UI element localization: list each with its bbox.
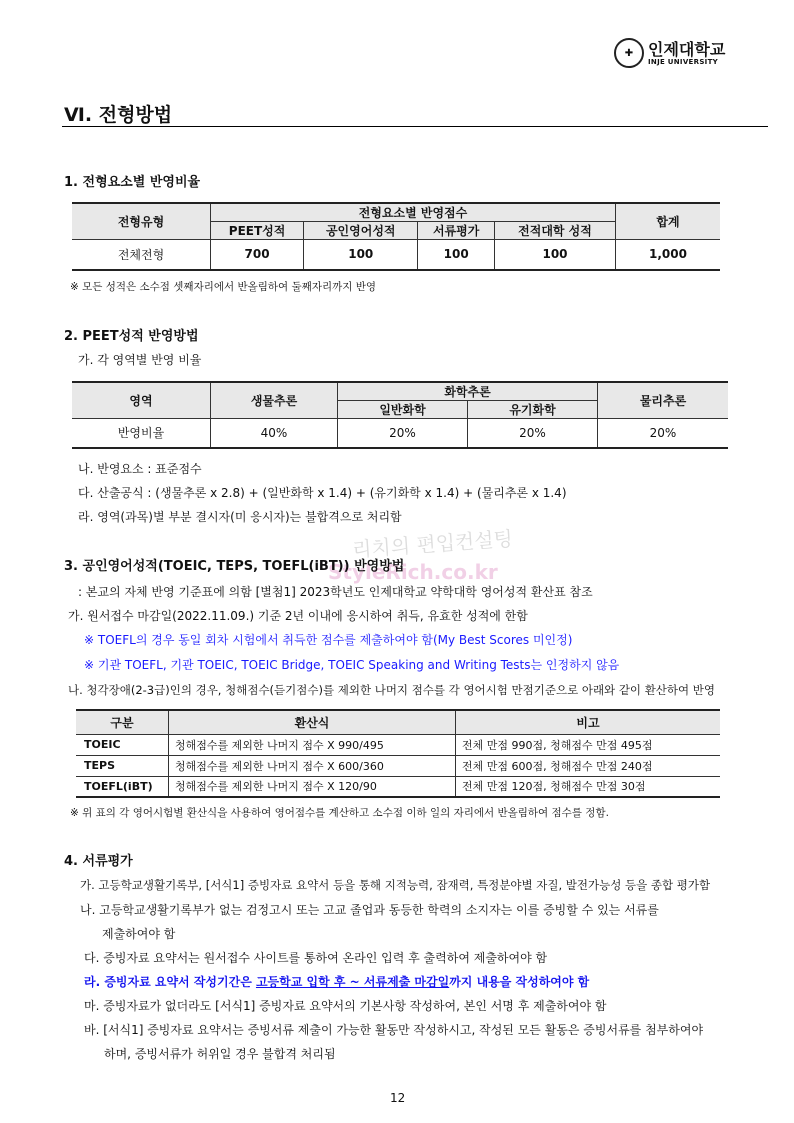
cell: 20%: [598, 419, 729, 448]
header-phys: 물리추론: [598, 382, 729, 419]
section-2-da: 다. 산출공식 : (생물추론 x 2.8) + (일반화학 x 1.4) + (유기화학 x 1.4) + (물리추론 x 1.4): [78, 486, 567, 500]
header-category: 구분: [76, 710, 169, 734]
section-1-heading: 1. 전형요소별 반영비율: [64, 175, 201, 190]
header-chem: 화학추론: [338, 382, 598, 401]
cell: 청해점수를 제외한 나머지 점수 X 990/495: [169, 734, 456, 755]
cell: 전체 만점 990점, 청해점수 만점 495점: [456, 734, 721, 755]
chapter-title: Ⅵ. 전형방법: [64, 104, 173, 126]
logo-english: INJE UNIVERSITY: [648, 57, 719, 66]
header-type: 전형유형: [72, 203, 211, 240]
header-org-chem: 유기화학: [468, 401, 598, 419]
cell: 700: [211, 240, 304, 270]
section-4-da: 다. 증빙자료 요약서는 원서접수 사이트를 통하여 온라인 입력 후 출력하여 제출하여야 함: [84, 951, 548, 965]
header-col: 서류평가: [418, 222, 495, 240]
header-col: PEET성적: [211, 222, 304, 240]
chapter-divider: [62, 126, 768, 127]
section-3-note-1: ※ TOEFL의 경우 동일 회차 시험에서 취득한 점수를 제출하여야 함(My Best Scores 미인정): [84, 633, 573, 647]
university-seal-icon: ✚: [614, 38, 644, 68]
section-1-note: ※ 모든 성적은 소수점 셋째자리에서 반올림하여 둘째자리까지 반영: [70, 281, 377, 293]
section-4-na-cont: 제출하여야 함: [102, 927, 176, 941]
ratio-table: [72, 202, 720, 271]
header-group: 전형요소별 반영점수: [211, 203, 616, 222]
row-label: TOEIC: [76, 734, 169, 755]
section-4-ma: 마. 증빙자료가 없더라도 [서식1] 증빙자료 요약서의 기본사항 작성하여, 본인 서명 후 제출하여야 함: [84, 999, 607, 1013]
ra-underlined: 고등학교 입학 후 ~ 서류제출 마감일: [255, 975, 450, 989]
header-gen-chem: 일반화학: [338, 401, 468, 419]
cell: 청해점수를 제외한 나머지 점수 X 120/90: [169, 776, 456, 797]
cell: 청해점수를 제외한 나머지 점수 X 600/360: [169, 755, 456, 776]
ra-text: 까지 내용을 작성하여야 함: [449, 975, 590, 989]
section-2-ra: 라. 영역(과목)별 부분 결시자(미 응시자)는 불합격으로 처리함: [78, 510, 402, 524]
section-4-ra: [84, 973, 589, 990]
section-3-heading: 3. 공인영어성적(TOEIC, TEPS, TOEFL(iBT)) 반영방법: [64, 559, 405, 574]
english-conversion-table: [76, 709, 720, 798]
cell: 100: [304, 240, 418, 270]
university-logo: [614, 38, 725, 68]
cell-total: 1,000: [616, 240, 721, 270]
cell: 40%: [211, 419, 338, 448]
row-label: 전체전형: [72, 240, 211, 270]
header-col: 공인영어성적: [304, 222, 418, 240]
section-2-na: 나. 반영요소 : 표준점수: [78, 462, 202, 476]
ra-text: 라. 증빙자료 요약서 작성기간은: [84, 975, 256, 989]
section-4-ba-cont: 하며, 증빙서류가 허위일 경우 불합격 처리됨: [104, 1047, 336, 1061]
header-area: 영역: [72, 382, 211, 419]
section-2-ga: 가. 각 영역별 반영 비율: [78, 353, 202, 367]
header-bio: 생물추론: [211, 382, 338, 419]
section-4-heading: 4. 서류평가: [64, 854, 133, 869]
section-3-ga: 가. 원서접수 마감일(2022.11.09.) 기준 2년 이내에 응시하여 취득, 유효한 성적에 한함: [68, 609, 528, 623]
section-3-na: 나. 청각장애(2-3급)인의 경우, 청해점수(듣기점수)를 제외한 나머지 점수를 각 영어시험 만점기준으로 아래와 같이 환산하여 반영: [68, 683, 716, 697]
watermark-url: StyleRich.co.kr: [328, 560, 498, 584]
logo-korean: 인제대학교: [648, 39, 726, 59]
section-4-na: 나. 고등학교생활기록부가 없는 검정고시 또는 고교 졸업과 동등한 학력의 소지자는 이를 증빙할 수 있는 서류를: [80, 903, 659, 917]
cell: 전체 만점 600점, 청해점수 만점 240점: [456, 755, 721, 776]
page-number: 12: [390, 1091, 406, 1105]
cell: 전체 만점 120점, 청해점수 만점 30점: [456, 776, 721, 797]
section-4-ba: 바. [서식1] 증빙자료 요약서는 증빙서류 제출이 가능한 활동만 작성하시고, 작성된 모든 활동은 증빙서류를 첨부하여야: [84, 1023, 704, 1037]
header-total: 합계: [616, 203, 721, 240]
section-2-heading: 2. PEET성적 반영방법: [64, 329, 199, 344]
header-formula: 환산식: [169, 710, 456, 734]
cell: 20%: [468, 419, 598, 448]
header-remark: 비고: [456, 710, 721, 734]
cell: 100: [418, 240, 495, 270]
section-3-note: ※ 위 표의 각 영어시험별 환산식을 사용하여 영어점수를 계산하고 소수점 이하 일의 자리에서 반올림하여 점수를 정함.: [70, 807, 609, 819]
watermark-text: 리치의 편입컨설팅: [351, 526, 514, 562]
section-4-ga: 가. 고등학교생활기록부, [서식1] 증빙자료 요약서 등을 통해 지적능력, 잠재력, 특정분야별 자질, 발전가능성 등을 종합 평가함: [80, 878, 711, 892]
header-col: 전적대학 성적: [495, 222, 616, 240]
peet-ratio-table: [72, 381, 728, 449]
section-3-intro: : 본교의 자체 반영 기준표에 의함 [별첨1] 2023학년도 인제대학교 약학대학 영어성적 환산표 참조: [78, 585, 593, 599]
cell: 20%: [338, 419, 468, 448]
row-label: 반영비율: [72, 419, 211, 448]
cell: 100: [495, 240, 616, 270]
section-3-note-2: ※ 기관 TOEFL, 기관 TOEIC, TOEIC Bridge, TOEIC Speaking and Writing Tests는 인정하지 않음: [84, 658, 620, 672]
row-label: TEPS: [76, 755, 169, 776]
row-label: TOEFL(iBT): [76, 776, 169, 797]
